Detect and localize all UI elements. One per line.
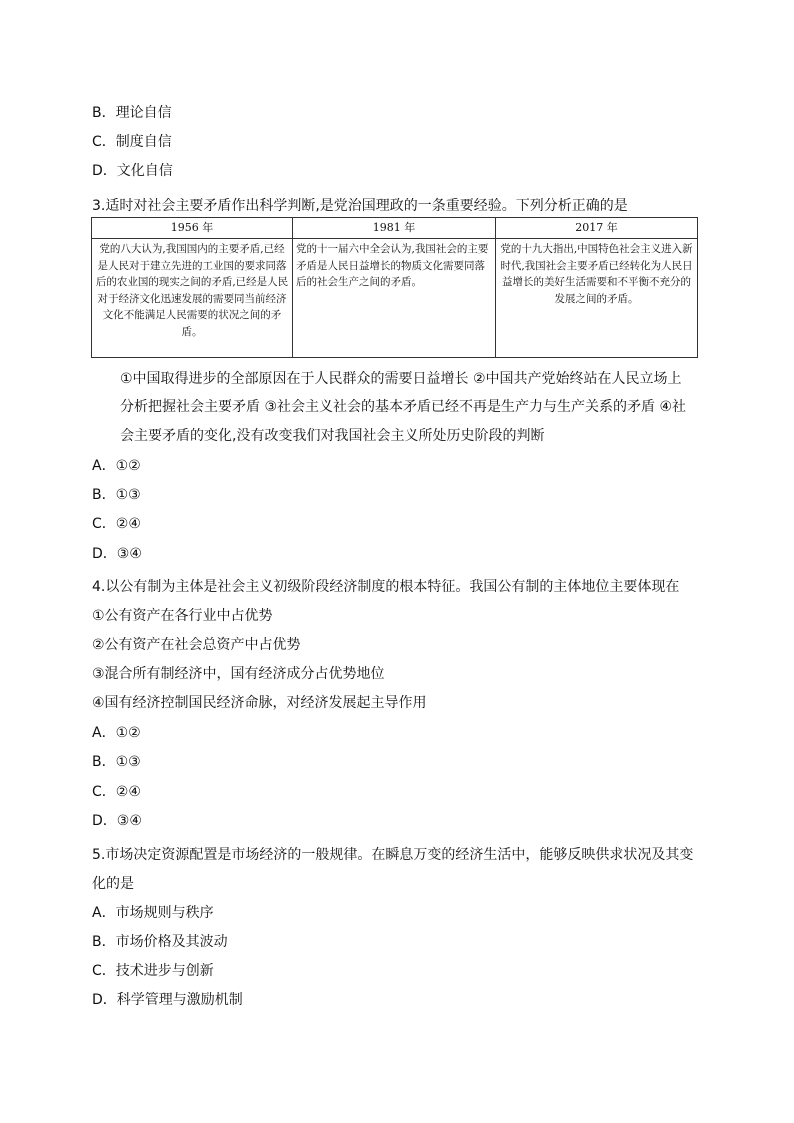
table-header-2017: 2017 年 — [496, 218, 698, 239]
q4-stem: 4.以公有制为主体是社会主义初级阶段经济制度的根本特征。我国公有制的主体地位主要体现在 — [92, 579, 680, 595]
q3-option-c: C．②④ — [92, 516, 141, 532]
q5-option-b: B．市场价格及其波动 — [92, 934, 228, 950]
q2-option-b: B．理论自信 — [92, 105, 172, 121]
q5-stem-line-2: 化的是 — [92, 876, 134, 892]
q3-option-d: D．③④ — [92, 546, 142, 562]
q3-statement-line-1: ①中国取得进步的全部原因在于人民群众的需要日益增长 ②中国共产党始终站在人民立场上 — [120, 371, 682, 387]
q2-option-d: D．文化自信 — [92, 163, 173, 179]
table-header-1956: 1956 年 — [92, 218, 293, 239]
q5-option-a: A．市场规则与秩序 — [92, 905, 214, 921]
q4-option-c: C．②④ — [92, 784, 141, 800]
q4-option-d: D．③④ — [92, 813, 142, 829]
q3-stem: 3.适时对社会主要矛盾作出科学判断,是党治国理政的一条重要经验。下列分析正确的是 — [92, 198, 628, 214]
q3-table — [91, 217, 698, 358]
table-header-1981: 1981 年 — [293, 218, 496, 239]
q5-option-c: C．技术进步与创新 — [92, 963, 214, 979]
q3-option-b: B．①③ — [92, 487, 141, 503]
q4-statement-3: ③混合所有制经济中，国有经济成分占优势地位 — [92, 666, 385, 682]
q3-statement-line-2: 分析把握社会主要矛盾 ③社会主义社会的基本矛盾已经不再是生产力与生产关系的矛盾 ④社 — [120, 399, 686, 415]
q5-option-d: D．科学管理与激励机制 — [92, 992, 243, 1008]
table-cell-1956: 党的八大认为,我国国内的主要矛盾,已经是人民对于建立先进的工业国的要求同落后的农业国的现实之间的矛盾,已经是人民对于经济文化迅速发展的需要同当前经济文化不能满足人民需要的状况之间的矛盾。 — [92, 239, 293, 358]
q3-statement-line-3: 会主要矛盾的变化,没有改变我们对我国社会主义所处历史阶段的判断 — [120, 428, 545, 444]
table-cell-1981: 党的十一届六中全会认为,我国社会的主要矛盾是人民日益增长的物质文化需要同落后的社会生产之间的矛盾。 — [293, 239, 496, 358]
q5-stem-line-1: 5.市场决定资源配置是市场经济的一般规律。在瞬息万变的经济生活中，能够反映供求状况及其变 — [92, 847, 694, 863]
q2-option-c: C．制度自信 — [92, 134, 172, 150]
q4-statement-1: ①公有资产在各行业中占优势 — [92, 608, 273, 624]
q4-statement-4: ④国有经济控制国民经济命脉，对经济发展起主导作用 — [92, 695, 427, 711]
q4-option-a: A．①② — [92, 725, 141, 741]
q3-option-a: A．①② — [92, 458, 141, 474]
q4-statement-2: ②公有资产在社会总资产中占优势 — [92, 637, 301, 653]
q4-option-b: B．①③ — [92, 754, 141, 770]
table-cell-2017: 党的十九大指出,中国特色社会主义进入新时代,我国社会主要矛盾已经转化为人民日益增长的美好生活需要和不平衡不充分的发展之间的矛盾。 — [496, 239, 698, 358]
